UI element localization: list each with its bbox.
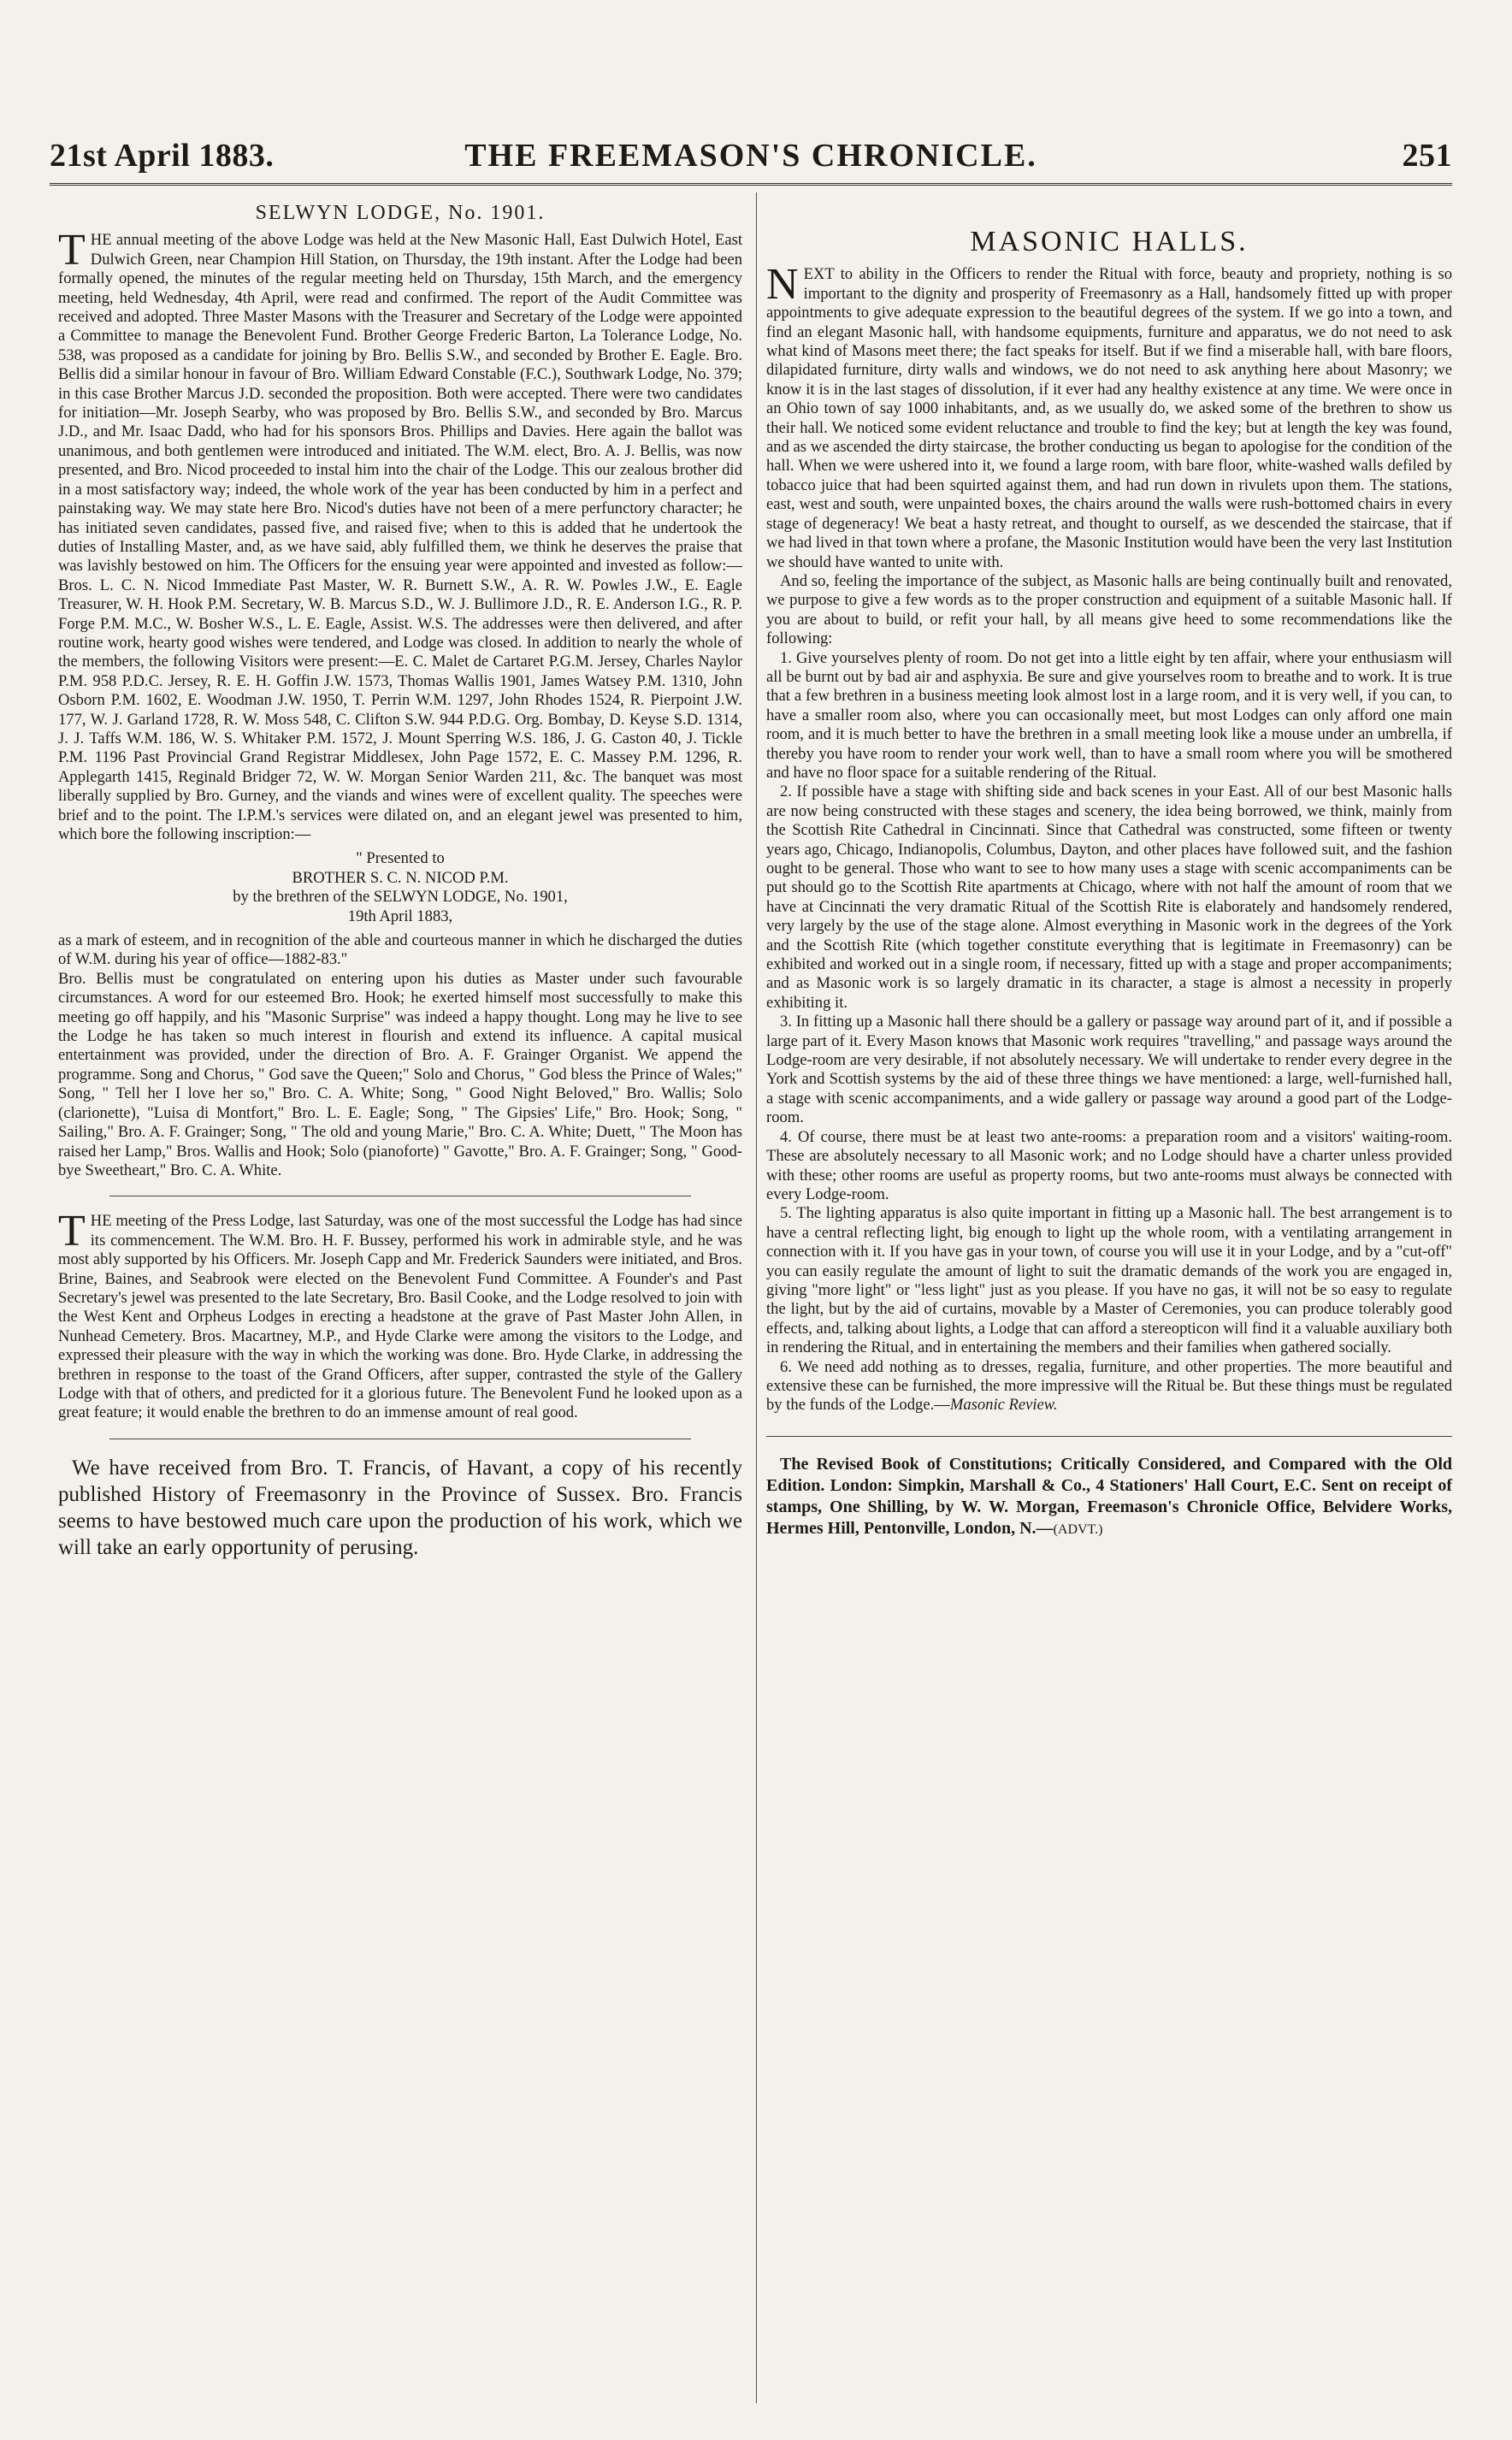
halls-source: Masonic Review. — [949, 1396, 1058, 1415]
issue-date: 21st April 1883. — [50, 138, 275, 174]
inscription-line: BROTHER S. C. N. NICOD P.M. — [292, 868, 509, 887]
right-column — [766, 198, 1452, 1540]
inscription-line: 19th April 1883, — [347, 907, 453, 925]
halls-paragraph: 3. In fitting up a Masonic hall there should be a gallery or passage way around part of it, and if possible a large part of it. Every Mason knows that Masonic work requires "travelling," and passage ways around the Lodge-room are very desirable, if not absolutely necessary. We will undertake to render every degree in the York and Scottish systems by the aid of these three things we have mentioned: a large, well-furnished hall, a stage with scenic accompaniments, and a wide gallery or passage way around a good part of the Lodge-room. — [766, 1013, 1452, 1127]
jewel-inscription — [58, 849, 742, 926]
halls-paragraph: NEXT to ability in the Officers to render the Ritual with force, beauty and propriety, nothing is so important to the dignity and prosperity of Freemasonry as a Hall, handsomely fitted up with proper appointments to give adequate expression to the beautiful degrees of the system. If we go into a town, and find an elegant Masonic hall, with handsome equipments, furniture and apparatus, we do not need to ask what kind of Masons meet there; the fact speaks for itself. But if we find a miserable hall, with bare floors, dilapidated furniture, dirty walls and windows, we do not need to ask anything here about Masonry; we know it is in the last stages of dissolution, if it ever had any healthy existence at any time. We were once in an Ohio town of say 1000 inhabitants, and, as we usually do, we asked some of the brethren to show us their hall. We noticed some evident reluctance and trouble to find the key; but at length the key was found, and as we ascended the dirty staircase, the brother conducting us began to apologise for the condition of the hall. When we were ushered into it, we found a large room, with bare floor, white-washed walls defiled by tobacco juice that had been squirted against them, and had run down in rivulets upon them. The stations, east, west and south, were unpainted boxes, the chairs around the walls were rush-bottomed chairs in every stage of degeneracy! We beat a hasty retreat, and thought to ourself, as we descended the staircase, that if we had lived in that town where a profane, the Masonic Institution would have been the very last Institution we should have wanted to unite with. — [766, 260, 1452, 571]
running-head — [50, 137, 1452, 180]
page-number: 251 — [1402, 138, 1452, 174]
advert-separator — [766, 1436, 1452, 1437]
masonic-halls-heading: MASONIC HALLS. — [970, 226, 1249, 257]
inscription-line: by the brethren of the SELWYN LODGE, No. 1901, — [233, 888, 568, 907]
advert-tag: (ADVT.) — [1053, 1521, 1103, 1537]
constitutions-advert — [766, 1454, 1452, 1540]
halls-last-paragraph — [766, 1358, 1452, 1415]
francis-history-note: We have received from Bro. T. Francis, of Havant, a copy of his recently published History of Freemasonry in the Province of Sussex. Bro. Francis seems to have bestowed much care upon the production of his work, which we will take an early opportunity of perusing. — [58, 1456, 742, 1559]
selwyn-lodge-report: THE annual meeting of the above Lodge was held at the New Masonic Hall, East Dulwich Hotel, East Dulwich Green, near Champion Hill Station, on Thursday, the 19th instant. After the Lodge had been formally opened, the minutes of the regular meeting held on Thursday, 15th March, and the emergency meeting, held Wednesday, 4th April, were read and confirmed. The report of the Audit Committee was received and adopted. Three Master Masons with the Treasurer and Secretary of the Lodge were appointed a Committee to manage the Benevolent Fund. Brother George Frederic Barton, La Tolerance Lodge, No. 538, was proposed as a candidate for joining by Bro. Bellis S.W., and seconded by Brother E. Eagle. Bro. Bellis did a similar honour in favour of Bro. William Edward Constable (F.C.), Southwark Lodge, No. 379; in this case Brother Marcus J.D. seconded the proposition. Both were accepted. There were two candidates for initiation—Mr. Joseph Searby, who was proposed by Bro. Bellis S.W., and seconded by Bro. Marcus J.D., and Mr. Isaac Dadd, who had for his sponsors Bros. Phillips and Davies. Here again the ballot was unanimous, and both gentlemen were introduced and initiated. The W.M. elect, Bro. A. J. Bellis, was now presented, and Bro. Nicod proceeded to instal him into the chair of the Lodge. This our zealous brother did in a most satisfactory way; indeed, the whole work of the year has been conducted by him in a perfect and painstaking way. We may state here Bro. Nicod's duties have not been of a mere perfunctory character; he has initiated seven candidates, passed five, and raised five; when to this is added that he undertook the duties of Installing Master, and, as we have said, ably fulfilled them, we think he deserves the praise that was lavishly bestowed on him. The Officers for the ensuing year were appointed and invested as follow:— Bros. L. C. N. Nicod Immediate Past Master, W. R. Burnett S.W., A. R. W. Powles J.W., E. Eagle Treasurer, W. H. Hook P.M. Secretary, W. B. Marcus S.D., W. J. Bullimore J.D., R. E. Anderson I.G., R. P. Forge P.M. M.C., W. Bosher W.S., L. E. Eagle, Assist. W.S. The addresses were then delivered, and after routine work, hearty good wishes were tendered, and Lodge was closed. In addition to nearly the whole of the members, the following Visitors were present:—E. C. Malet de Cartaret P.G.M. Jersey, Charles Naylor P.M. 958 P.D.C. Jersey, R. E. H. Goffin J.W. 1573, Thomas Wallis 1901, James Watsey P.M. 1310, John Osborn P.M. 1602, E. Woodman J.W. 1950, T. Perrin W.M. 1297, John Rhodes 1524, R. Pierpoint J.W. 177, W. J. Garland 1728, R. W. Moss 548, C. Clifton S.W. 944 P.D.G. Org. Bombay, D. Keyse S.D. 1314, J. J. Taffs W.M. 186, W. S. Whitaker P.M. 1572, J. Mount Sperring W.S. 186, J. G. Caston 40, J. Tickle P.M. 1196 Past Provincial Grand Registrar Middlesex, John Page 1572, E. C. Massey P.M. 1296, R. Applegarth 1415, Reginald Bridger 72, W. W. Morgan Senior Warden 211, &c. The banquet was most liberally supplied by Bro. Gurney, and the viands and wines were of excellent quality. The speeches were brief and to the point. The I.P.M.'s services were dilated on, and an elegant jewel was presented to him, which bore the following inscription:— — [58, 226, 742, 843]
header-rule — [50, 183, 1452, 186]
inscription-line: " Presented to — [356, 849, 445, 868]
halls-paragraph: 1. Give yourselves plenty of room. Do not get into a little eight by ten affair, where your enthusiasm will all be burnt out by bad air and asphyxia. Be sure and give yourselves room to breathe and to work. It is true that a few brethren in a business meeting look almost lost in a large room, and it is very well, if you can, to have a smaller room also, where you can occasionally meet, but most Lodges can only afford one main room, and it is much better to have the brethren in a small meeting look like a mouse under an umbrella, if thereby you have room to render your work well, than to have a small room where you will be smothered and have no floor space for a suitable rendering of the Ritual. — [766, 648, 1452, 782]
selwyn-lodge-heading: SELWYN LODGE, No. 1901. — [255, 202, 546, 224]
advert-text: The Revised Book of Constitutions; Critically Considered, and Compared with the Old Edition. London: Simpkin, Marshall & Co., 4 Stationers' Hall Court, E.C. Sent on receipt of stamps, One Shilling, by W. W. Morgan, Freemason's Chronicle Office, Belvidere Works, Hermes Hill, Pentonville, London, N.— — [766, 1454, 1452, 1538]
halls-last-text: 6. We need add nothing as to dresses, regalia, furniture, and other properties. The more beautiful and extensive these can be furnished, the more impressive will the Ritual be. But these things must be regulated by the funds of the Lodge.— — [766, 1357, 1452, 1415]
press-lodge-report: THE meeting of the Press Lodge, last Saturday, was one of the most successful the Lodge has had since its commencement. The W.M. Bro. H. F. Bussey, performed his work in admirable style, and he was most ably supported by his Officers. Mr. Joseph Capp and Mr. Frederick Saunders were initiated, and Bros. Brine, Baines, and Seabrook were elected on the Benevolent Fund Committee. A Founder's and Past Secretary's jewel was presented to the late Secretary, Bro. Basil Cooke, and the Lodge resolved to join with the West Kent and Orpheus Lodges in erecting a headstone at the grave of Past Master John Allen, in Nunhead Cemetery. Bros. Macartney, M.P., and Hyde Clarke were among the visitors to the Lodge, and expressed their pleasure with the way in which the working was done. Bro. Hyde Clarke, in addressing the brethren in response to the toast of the Grand Officers, after supper, contrasted the style of the Gallery Lodge with that of others, and predicted for it a glorious future. The Benevolent Fund he looked upon as a great feature; it would enable the brethren to do an immense amount of real good. — [58, 1207, 742, 1422]
halls-paragraph: 2. If possible have a stage with shifting side and back scenes in your East. All of our best Masonic halls are now being constructed with these stages and scenery, the idea being borrowed, we think, mainly from the Scottish Rite Cathedral in Cincinnati. Since that Cathedral was constructed, some fifteen or twenty years ago, Chicago, Indianopolis, Columbus, Dayton, and other places have followed suit, and the fashion ought to be general. Those who want to see to how many uses a stage with scenic accompaniments can be put should go to the Scottish Rite apartments at Chicago, where with not half the amount of room that we have at Cincinnati the very dramatic Ritual of the Scottish Rite is elaborately and handsomely rendered, very largely by the use of the stage alone. Almost everything in Masonic work in the degrees of the York and the Scottish Rite (which together constitute everything that is legitimate in Freemasonry) can be exhibited and worked out in a single room, if necessary, fitted up with a stage and proper accompaniments; and as Masonic work is so largely dramatic in its character, a stage is almost a necessity in properly exhibiting it. — [766, 783, 1452, 1012]
halls-paragraph: 5. The lighting apparatus is also quite important in fitting up a Masonic hall. The best arrangement is to have a central reflecting light, big enough to light up the whole room, with a ventilating arrangement in connection with it. If you have gas in your town, of course you will use it in your Lodge, and by a "cut-off" you can easily regulate the amount of light to suit the dramatic demands of the work you are engaged in, giving "more light" or "less light" just as you please. If you have no gas, it will not be so easy to regulate the light, but by the aid of curtains, movable by a Master of Ceremonies, you can produce tolerably good effects, and, talking about lights, a Lodge that can afford a stereopticon will find it a valuable auxiliary both in rendering the Ritual, and in entertaining the members and their families when gathered socially. — [766, 1204, 1452, 1357]
left-column — [58, 198, 742, 1561]
column-divider — [756, 192, 757, 2403]
publication-title: THE FREEMASON'S CHRONICLE. — [464, 138, 1037, 174]
selwyn-closing-paragraph: Bro. Bellis must be congratulated on entering upon his duties as Master under such favourable circumstances. A word for our esteemed Bro. Hook; he exerted himself most successfully to make this meeting go off happily, and his "Masonic Surprise" was indeed a happy thought. Long may he live to see the Lodge he has taken so much interest in flourish and extend its influence. A capital musical entertainment was provided, under the direction of Bro. A. F. Grainger Organist. We append the programme. Song and Chorus, " God save the Queen;" Solo and Chorus, " God bless the Prince of Wales;" Song, " Tell her I love her so," Bro. C. A. White; Song, " Good Night Beloved," Bro. Wallis; Solo (clarionette), "Luisa di Montfort," Bro. L. E. Eagle; Song, " The Gipsies' Life," Bro. Hook; Song, " Sailing," Bro. A. F. Grainger; Song, " The old and young Marie," Bro. C. A. White; Duett, " The Moon has raised her Lamp," Bros. Wallis and Hook; Solo (pianoforte) " Gavotte," Bro. A. F. Grainger; Song, " Good-bye Sweetheart," Bro. C. A. White. — [58, 969, 742, 1179]
halls-paragraph: 4. Of course, there must be at least two ante-rooms: a preparation room and a visitors' waiting-room. These are absolutely necessary to all Masonic work; and no Lodge should have a charter unless provided with these; other rooms are useful as property rooms, but two ante-rooms must always be connected with every Lodge-room. — [766, 1127, 1452, 1203]
halls-paragraph: And so, feeling the importance of the subject, as Masonic halls are being continually built and renovated, we purpose to give a few words as to the proper construction and equipment of a suitable Masonic hall. If you are about to build, or refit your hall, by all means give heed to some recommendations like the following: — [766, 571, 1452, 648]
inscription-tail: as a mark of esteem, and in recognition of the able and courteous manner in which he discharged the duties of W.M. during his year of office—1882-83." — [58, 931, 742, 969]
